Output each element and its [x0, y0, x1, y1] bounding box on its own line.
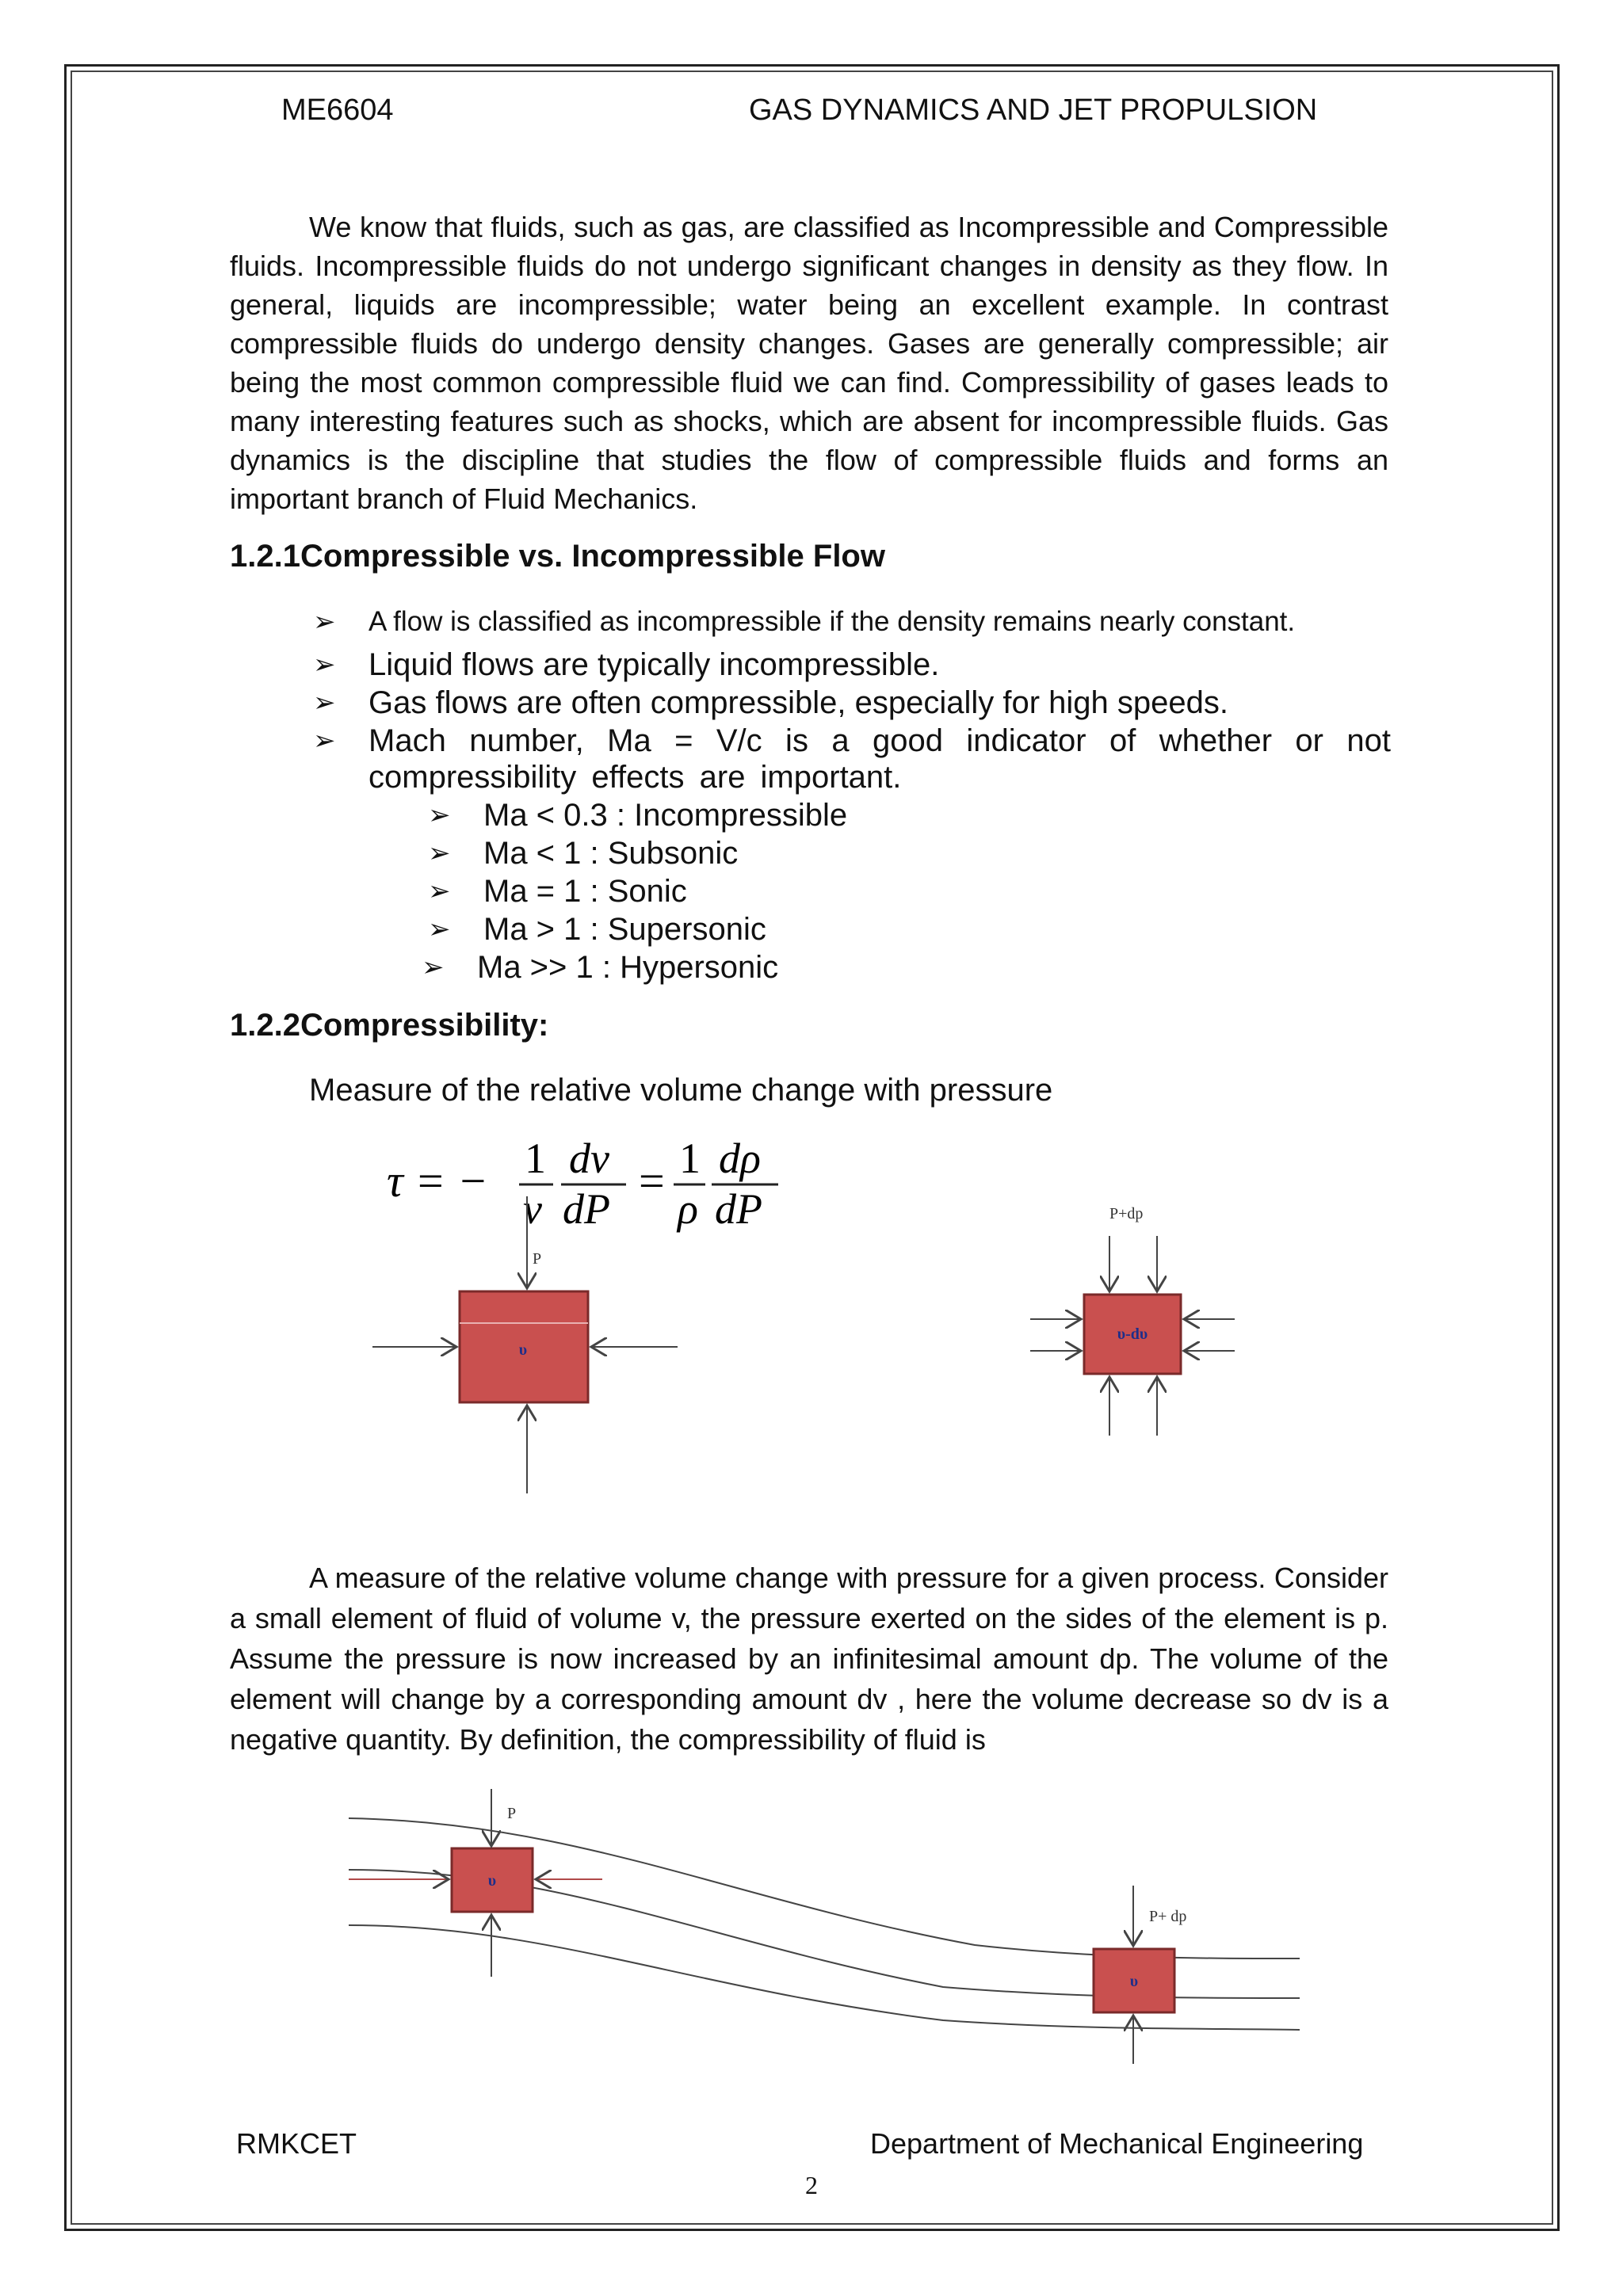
- streamtube-figure: [341, 1783, 1308, 2068]
- pressure-label-p: P: [533, 1250, 542, 1268]
- footer-department: Department of Mechanical Engineering: [870, 2127, 1364, 2160]
- formula-lhs: τ = −: [387, 1155, 489, 1207]
- intro-paragraph-text: We know that fluids, such as gas, are classified as Incompressible and Compressible fluids. Incompressible fluids do not undergo significant changes in density as they flow. In general, liquids are incompressible; water being an excellent example. In contrast compressible fluids do undergo density changes. Gases are generally compressible; air being the most common compressible fluid we can find. Compressibility of gases leads to many interesting features such as shocks, which are absent for incompressible fluids. Gas dynamics is the discipline that studies the flow of compressible fluids and forms an important branch of Fluid Mechanics.: [230, 211, 1388, 515]
- formula-drho: dρ: [719, 1135, 761, 1182]
- arrow-bullet-icon: ➢: [428, 914, 451, 944]
- intro-paragraph: [230, 208, 1388, 518]
- sub-bullet-item: ➢ Ma >> 1 : Hypersonic: [422, 950, 779, 985]
- formula-equals: =: [639, 1155, 665, 1207]
- arrow-bullet-icon: ➢: [422, 952, 445, 982]
- arrow-bullet-icon: ➢: [313, 607, 336, 637]
- compressibility-paragraph: [230, 1558, 1388, 1760]
- formula-rho: ρ: [678, 1185, 698, 1233]
- formula-dv: dv: [569, 1135, 609, 1182]
- page-number: 2: [805, 2171, 818, 2199]
- formula-v: v: [523, 1185, 542, 1233]
- sub-bullet-item: ➢ Ma < 0.3 : Incompressible: [428, 798, 848, 833]
- course-title: GAS DYNAMICS AND JET PROPULSION: [749, 93, 1318, 127]
- bullet-item: ➢ A flow is classified as incompressible if the density remains nearly constant.: [313, 604, 1391, 640]
- upstream-pressure-label: P: [507, 1805, 517, 1822]
- arrow-bullet-icon: ➢: [313, 688, 336, 718]
- formula-one-2: 1: [679, 1135, 701, 1182]
- arrow-bullet-icon: ➢: [428, 876, 451, 906]
- section-heading-compressibility: 1.2.2Compressibility:: [230, 1008, 549, 1043]
- streamtube-element-downstream: [1094, 1886, 1186, 2064]
- pressure-label-p-plus-dp: P+dp: [1109, 1205, 1144, 1222]
- footer-institution: RMKCET: [236, 2127, 357, 2160]
- compression-element-figure: [357, 1188, 1268, 1505]
- arrow-bullet-icon: ➢: [428, 800, 451, 830]
- sub-bullet-item: ➢ Ma = 1 : Sonic: [428, 874, 687, 909]
- compressibility-subtitle: Measure of the relative volume change with pressure: [309, 1073, 1053, 1108]
- bullet-item: ➢ Liquid flows are typically incompressible.: [313, 647, 940, 682]
- arrow-bullet-icon: ➢: [428, 838, 451, 868]
- compressed-volume-label: υ-dυ: [1117, 1325, 1148, 1343]
- downstream-pressure-label: P+ dp: [1149, 1908, 1187, 1925]
- formula-one: 1: [525, 1135, 546, 1182]
- arrow-bullet-icon: ➢: [313, 726, 336, 756]
- downstream-volume-label: υ: [1129, 1973, 1139, 1990]
- bullet-item: ➢ Gas flows are often compressible, especially for high speeds.: [313, 685, 1228, 720]
- bullet-item: ➢ Mach number, Ma = V/c is a good indicator of whether or not compressibility effects are important.: [313, 723, 1391, 795]
- formula-dP-2: dP: [715, 1185, 762, 1233]
- section-heading-compressible-vs-incompressible: 1.2.1Compressible vs. Incompressible Flow: [230, 539, 885, 574]
- sub-bullet-item: ➢ Ma > 1 : Supersonic: [428, 912, 766, 947]
- initial-volume-label: υ: [518, 1341, 528, 1359]
- formula-dP: dP: [563, 1185, 610, 1233]
- sub-bullet-item: ➢ Ma < 1 : Subsonic: [428, 836, 739, 871]
- upstream-volume-label: υ: [487, 1872, 497, 1890]
- course-code: ME6604: [281, 93, 394, 127]
- compressibility-paragraph-text: A measure of the relative volume change with pressure for a given process. Consider a small element of fluid of volume v, the pressure exerted on the sides of the element is p. Assume the pressure is now increased by an infinitesimal amount dp. The volume of the element will change by a corresponding amount dv , here the volume decrease so dv is a negative quantity. By definition, the compressibility of fluid is: [230, 1562, 1388, 1756]
- arrow-bullet-icon: ➢: [313, 650, 336, 680]
- fluid-element-initial: [372, 1196, 678, 1493]
- fluid-element-compressed: [1030, 1205, 1235, 1436]
